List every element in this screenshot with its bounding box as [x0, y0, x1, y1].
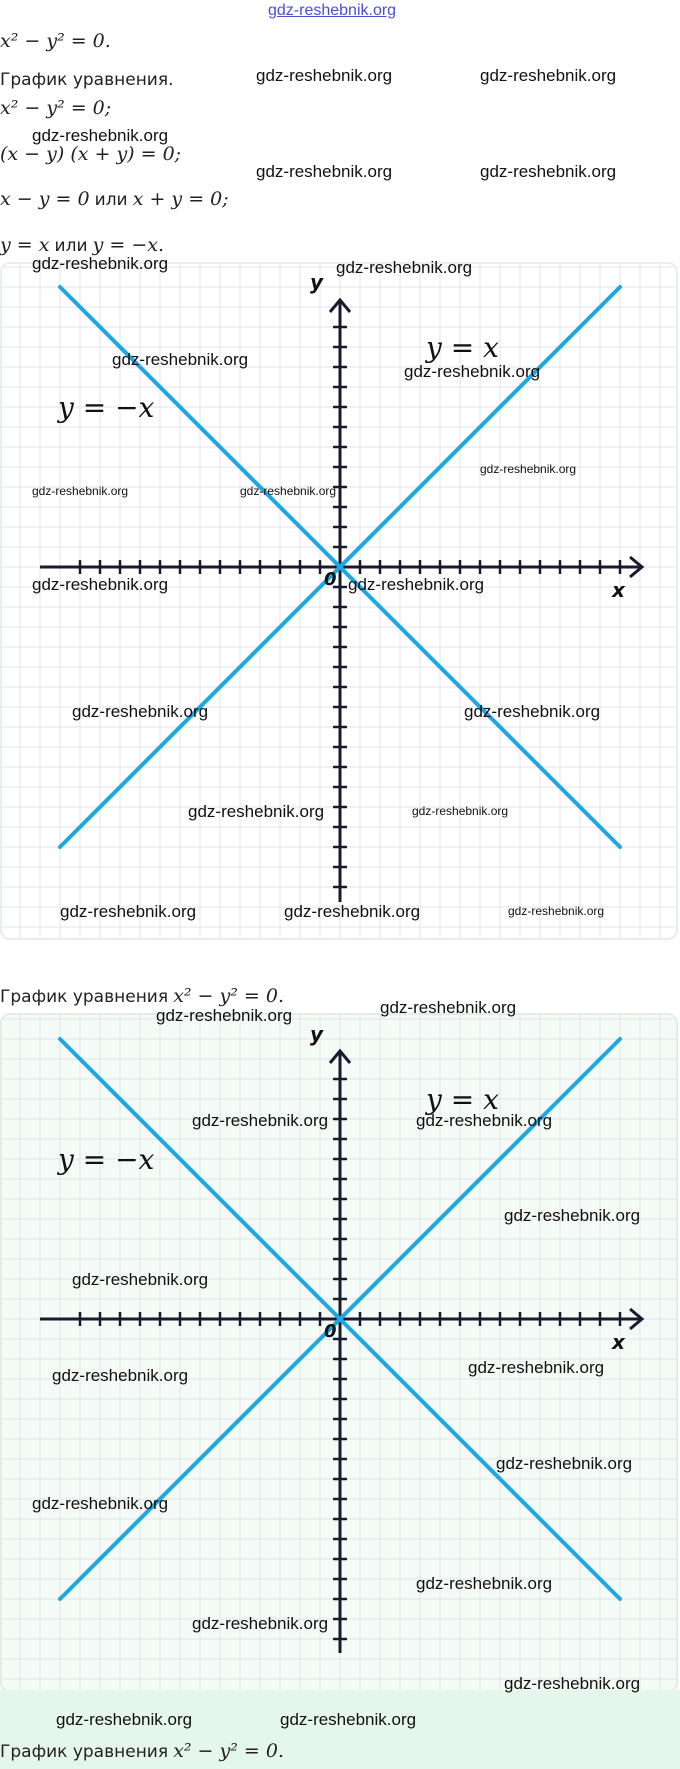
watermark: gdz-reshebnik.org [192, 1111, 329, 1130]
watermark: gdz-reshebnik.org [496, 1454, 633, 1473]
watermark: gdz-reshebnik.org [256, 162, 393, 181]
graph-heading: График уравнения. [0, 70, 174, 90]
equation-line-1: x² − y² = 0. [0, 30, 111, 52]
watermark: gdz-reshebnik.org [416, 1111, 553, 1130]
equation-line-3: x² − y² = 0; [0, 97, 112, 119]
watermark: gdz-reshebnik.org [188, 802, 325, 821]
watermark: gdz-reshebnik.org [468, 1358, 605, 1377]
watermark: gdz-reshebnik.org [336, 258, 473, 277]
header-watermark-link[interactable]: gdz-reshebnik.org [268, 2, 397, 19]
watermark: gdz-reshebnik.org [508, 904, 605, 918]
watermark: gdz-reshebnik.org [504, 1674, 641, 1693]
watermark: gdz-reshebnik.org [284, 902, 421, 921]
watermark: gdz-reshebnik.org [240, 484, 337, 498]
or-word: или [94, 190, 128, 210]
watermark: gdz-reshebnik.org [52, 1366, 189, 1385]
line-label-y-eq-neg-x: y = −x [58, 1143, 155, 1176]
equation-line-4: (x − y) (x + y) = 0; [0, 143, 182, 165]
equation-y-eq-neg-x: y = −x. [92, 234, 165, 256]
watermark: gdz-reshebnik.org [380, 998, 517, 1017]
caption-equation: x² − y² = 0. [173, 1740, 284, 1762]
watermark: gdz-reshebnik.org [56, 1710, 193, 1729]
watermark: gdz-reshebnik.org [404, 362, 541, 381]
or-word: или [54, 236, 88, 256]
equation-x-minus-y: x − y = 0 [0, 188, 90, 210]
line-label-y-eq-x: y = x [426, 331, 499, 364]
watermark: gdz-reshebnik.org [416, 1574, 553, 1593]
caption-text: График уравнения [0, 1742, 169, 1762]
caption-text: График уравнения [0, 987, 169, 1007]
watermark: gdz-reshebnik.org [32, 484, 129, 498]
watermark: gdz-reshebnik.org [32, 1494, 169, 1513]
watermark: gdz-reshebnik.org [280, 1710, 417, 1729]
graph-2-svg [2, 1015, 678, 1693]
watermark: gdz-reshebnik.org [348, 575, 485, 594]
origin-label: 0 [324, 569, 337, 590]
graph-card-1 [0, 262, 678, 940]
watermark: gdz-reshebnik.org [192, 1614, 329, 1633]
equation-line-6 [0, 234, 164, 256]
y-axis-label: y [310, 270, 324, 294]
watermark: gdz-reshebnik.org [464, 702, 601, 721]
watermark: gdz-reshebnik.org [156, 1006, 293, 1025]
x-axis-label: x [612, 1330, 625, 1354]
graph-1-svg [2, 264, 678, 940]
graph-caption-2 [0, 1740, 284, 1762]
origin-label: 0 [324, 1321, 337, 1342]
graph-caption-1 [0, 985, 284, 1007]
line-label-y-eq-x: y = x [426, 1083, 499, 1116]
watermark: gdz-reshebnik.org [60, 902, 197, 921]
caption-equation: x² − y² = 0. [173, 985, 284, 1007]
x-axis-label: x [612, 578, 625, 602]
line-label-y-eq-neg-x: y = −x [58, 391, 155, 424]
watermark: gdz-reshebnik.org [412, 804, 509, 818]
equation-x-plus-y: x + y = 0; [132, 188, 229, 210]
watermark: gdz-reshebnik.org [480, 66, 617, 85]
y-axis-label: y [310, 1022, 324, 1046]
graph-card-2 [0, 1013, 678, 1693]
watermark: gdz-reshebnik.org [112, 350, 249, 369]
watermark: gdz-reshebnik.org [32, 126, 169, 145]
watermark: gdz-reshebnik.org [32, 254, 169, 273]
watermark: gdz-reshebnik.org [72, 702, 209, 721]
equation-line-5 [0, 188, 229, 210]
watermark: gdz-reshebnik.org [256, 66, 393, 85]
watermark: gdz-reshebnik.org [480, 462, 577, 476]
watermark: gdz-reshebnik.org [480, 162, 617, 181]
watermark: gdz-reshebnik.org [504, 1206, 641, 1225]
equation-y-eq-x: y = x [0, 234, 50, 256]
watermark: gdz-reshebnik.org [72, 1270, 209, 1289]
watermark: gdz-reshebnik.org [32, 575, 169, 594]
